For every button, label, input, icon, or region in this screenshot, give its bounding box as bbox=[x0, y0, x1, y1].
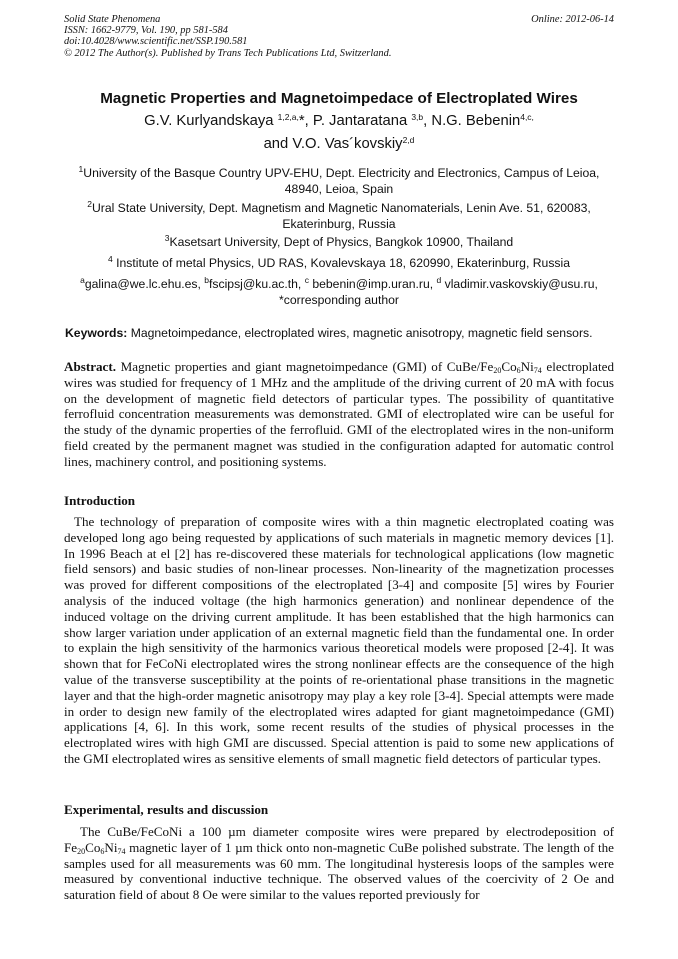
keywords-text: Magnetoimpedance, electroplated wires, magnetic anisotropy, magnetic field sensors. bbox=[127, 326, 593, 340]
email-link[interactable]: galina@we.lc.ehu.es, bbox=[84, 277, 205, 291]
experimental-text: The CuBe/FeCoNi a 100 µm diameter composite wires were prepared by electrodeposition of Fe bbox=[64, 824, 614, 855]
abstract-text: Co bbox=[501, 359, 517, 374]
email-link[interactable]: fscipsj@ku.ac.th, bbox=[209, 277, 305, 291]
copyright-line: © 2012 The Author(s). Published by Trans Tech Publications Ltd, Switzerland. bbox=[64, 47, 392, 59]
affil-number: 3 bbox=[164, 233, 170, 243]
issn-line: ISSN: 1662-9779, Vol. 190, pp 581-584 bbox=[64, 25, 228, 37]
abstract-text: electroplated wires was studied for frequency of 1 MHz and the amplitude of the driving current of 20 mA with focus on the development of magnetic field detectors of particular types. The possibility of quantitative ferrofluid concentration measurements was demonstrated. GMI of electroplated wire can be useful for the study of the dynamic properties of the ferrofluid. GMI of the electroplated wires in the non-uniform field created by the permanent magnet was studied in the configuration adapted for automatic control lines, machinery control, and positioning systems. bbox=[64, 359, 614, 469]
email-marker: c bbox=[304, 275, 309, 285]
section-heading-introduction: Introduction bbox=[64, 493, 136, 508]
keywords-label: Keywords: bbox=[65, 326, 128, 340]
affil-number: 4 bbox=[108, 254, 113, 264]
email-link[interactable]: bebenin@imp.uran.ru, bbox=[308, 277, 437, 291]
author-name: , N.G. Bebenin bbox=[423, 113, 521, 129]
affil-text: 48940, Leioa, Spain bbox=[284, 182, 394, 196]
author-list bbox=[40, 110, 638, 156]
email-marker: b bbox=[204, 275, 210, 285]
affiliation-4 bbox=[40, 255, 638, 271]
affil-text: Institute of metal Physics, UD RAS, Kovalevskaya 18, 620990, Ekaterinburg, Russia bbox=[112, 256, 570, 270]
online-date: Online: 2012-06-14 bbox=[531, 14, 614, 25]
author-affil-marker: 3,b bbox=[411, 112, 424, 122]
author-name: G.V. Kurlyandskaya bbox=[144, 113, 278, 129]
affil-number: 1 bbox=[78, 164, 84, 174]
subscript: 6 bbox=[100, 846, 105, 856]
introduction-paragraph: The technology of preparation of composite wires with a thin magnetic electroplated coating was developed long ago being requested by applications of such materials in magnetic memory devices [1]. In 1996 Beach at el [2] has re-discovered these materials for technological applications (low magnetic field sensors) and basic studies of non-linear processes. Non-linearity of the magnetization processes was proved for different compositions of the electroplated [3-4] and composite [5] wires by Fourier analysis of the induced voltage (the high harmonics generation) and nonlinear dependence of the induced voltage on the driving current amplitude. It has been established that the high harmonics can show larger variation under application of an external magnetic field than the fundamental one. In order to explain the high sensitivity of the harmonics various theoretical models were proposed [2-4]. It was shown that for FeCoNi electroplated wires the strong nonlinear effects are the consequence of the high value of the transverse susceptibility at the points of re-orientational phase transitions in the magnetic layer and that the high-order magnetic anisotropy may play a key role [3-4]. Special attempts were made in order to design new family of the electroplated wires adapted for giant magnetoimpedance (GMI) applications [4, 6]. In this work, some recent results of the studies of physical processes in the electroplated wires with high GMI are discussed. Special attention is paid to some new applications of the GMI electroplated wires as sensitive elements of small magnetic field detectors of particular types. bbox=[64, 514, 614, 766]
affiliation-1 bbox=[40, 165, 638, 197]
doi-line: doi:10.4028/www.scientific.net/SSP.190.581 bbox=[64, 36, 248, 48]
affiliation-2 bbox=[40, 200, 638, 232]
affil-text: Ural State University, Dept. Magnetism and Magnetic Nanomaterials, Lenin Ave. 51, 620083, bbox=[91, 201, 591, 215]
affil-text: University of the Basque Country UPV-EHU, Dept. Electricity and Electronics, Campus of Leioa, bbox=[83, 166, 600, 180]
paper-title: Magnetic Properties and Magnetoimpedace of Electroplated Wires bbox=[100, 90, 578, 107]
corresponding-star: * bbox=[298, 113, 305, 129]
author-name: and V.O. Vas´kovskiy bbox=[263, 136, 403, 152]
author-affil-marker: 4,c, bbox=[520, 112, 534, 122]
author-affil-marker: 1,2,a, bbox=[277, 112, 299, 122]
subscript: 74 bbox=[533, 366, 542, 375]
email-marker: a bbox=[80, 275, 85, 285]
section-heading-experimental: Experimental, results and discussion bbox=[64, 802, 269, 817]
author-name: , P. Jantaratana bbox=[304, 113, 412, 129]
experimental-paragraph bbox=[64, 824, 614, 903]
experimental-text: Ni bbox=[104, 839, 118, 855]
abstract bbox=[64, 359, 614, 470]
journal-name: Solid State Phenomena bbox=[64, 14, 161, 25]
affiliation-3 bbox=[40, 234, 638, 250]
email-list bbox=[40, 276, 638, 308]
keywords bbox=[65, 325, 625, 341]
abstract-label: Abstract. bbox=[64, 359, 116, 374]
affil-number: 2 bbox=[87, 199, 92, 209]
corresponding-author-note: *corresponding author bbox=[279, 293, 399, 307]
subscript: 74 bbox=[117, 846, 126, 856]
email-link[interactable]: vladimir.vaskovskiy@usu.ru, bbox=[441, 277, 598, 291]
affil-text: Kasetsart University, Dept of Physics, Bangkok 10900, Thailand bbox=[169, 235, 514, 249]
subscript: 6 bbox=[516, 366, 521, 375]
author-line-1 bbox=[40, 110, 638, 133]
affil-text: Ekaterinburg, Russia bbox=[282, 217, 396, 231]
abstract-text: Magnetic properties and giant magnetoimpedance (GMI) of CuBe/Fe bbox=[116, 359, 494, 374]
abstract-text: Ni bbox=[520, 359, 534, 374]
subscript: 20 bbox=[493, 366, 502, 375]
experimental-text: magnetic layer of 1 µm thick onto non-magnetic CuBe polished substrate. The length of the samples used for all measurements was 60 mm. The longitudinal hysteresis loops of the samples were measured by conventional inductive technique. The observed values of the coercivity of 2 Oe and saturation field of about 8 Oe were similar to the values reported previously for bbox=[64, 839, 614, 903]
author-affil-marker: 2,d bbox=[402, 135, 415, 145]
subscript: 20 bbox=[77, 846, 86, 856]
author-line-2 bbox=[40, 133, 638, 156]
experimental-text: Co bbox=[85, 839, 101, 855]
publication-header bbox=[64, 14, 391, 59]
email-marker: d bbox=[436, 275, 442, 285]
